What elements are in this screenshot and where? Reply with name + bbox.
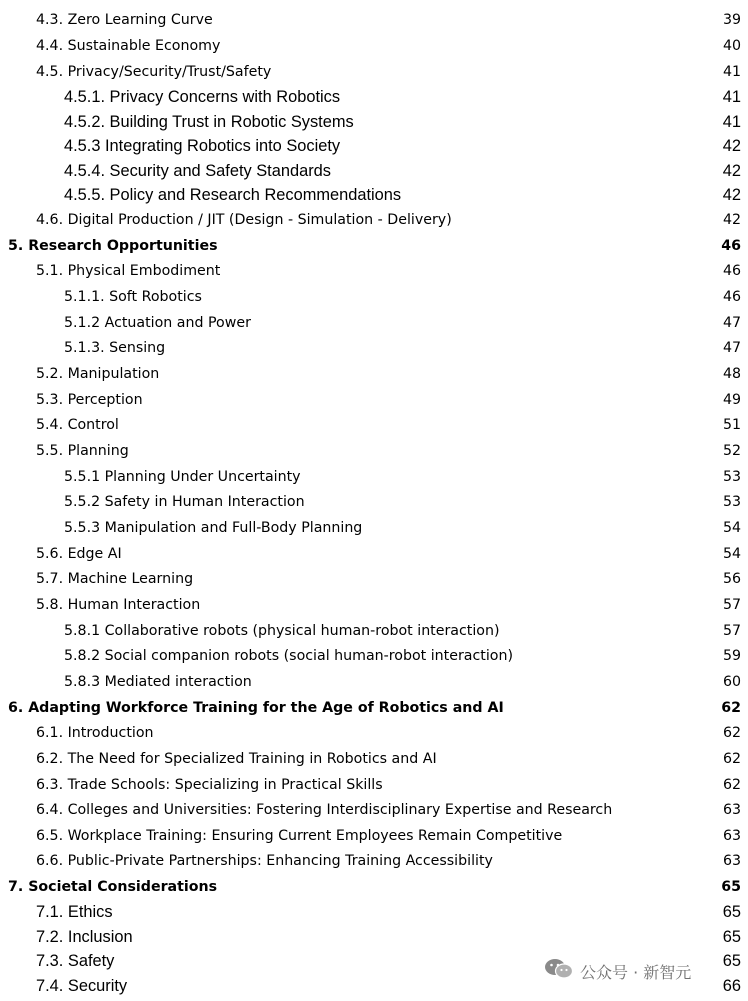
toc-page: 62: [722, 777, 741, 793]
toc-title: 5.1.2 Actuation and Power: [64, 315, 251, 331]
toc-page: 54: [722, 520, 741, 536]
toc-page: 53: [722, 469, 741, 485]
toc-title: 6.3. Trade Schools: Specializing in Practical Skills: [36, 777, 383, 793]
toc-page: 63: [722, 828, 741, 844]
toc-page: 41: [722, 64, 741, 80]
toc-page: 47: [722, 315, 741, 331]
toc-page: 41: [722, 88, 741, 106]
toc-page: 59: [722, 648, 741, 664]
toc-title: 6.6. Public-Private Partnerships: Enhancing Training Accessibility: [36, 853, 493, 869]
toc-page: 66: [722, 977, 741, 995]
toc-page: 60: [722, 674, 741, 690]
toc-title: 7.3. Safety: [36, 952, 115, 970]
toc-title: 6.4. Colleges and Universities: Fostering Interdisciplinary Expertise and Research: [36, 802, 613, 818]
toc-title: 4.5.4. Security and Safety Standards: [64, 162, 331, 180]
toc-page: 54: [722, 546, 741, 562]
toc-page: 41: [722, 113, 741, 131]
toc-page: 46: [722, 289, 741, 305]
toc-page: 42: [722, 186, 741, 204]
toc-title: 6.2. The Need for Specialized Training in Robotics and AI: [36, 751, 437, 767]
toc-page: 46: [722, 263, 741, 279]
toc-title: 5.8.1 Collaborative robots (physical human-robot interaction): [64, 623, 500, 639]
toc-title: 4.5.5. Policy and Research Recommendations: [64, 186, 402, 204]
watermark-text: 公众号 · 新智元: [580, 962, 692, 982]
toc-page: 39: [722, 12, 741, 28]
toc-title: 7.4. Security: [36, 977, 128, 995]
toc-page: 47: [722, 340, 741, 356]
toc-title: 7. Societal Considerations: [8, 879, 218, 895]
toc-title: 5.8.3 Mediated interaction: [64, 674, 252, 690]
toc-title: 5.2. Manipulation: [36, 366, 160, 382]
toc-page: 57: [722, 597, 741, 613]
toc-title: 7.2. Inclusion: [36, 928, 133, 946]
toc-title: 7.1. Ethics: [36, 903, 113, 921]
toc-title: 6.5. Workplace Training: Ensuring Current Employees Remain Competitive: [36, 828, 563, 844]
toc-page: 65: [722, 952, 741, 970]
toc-title: 5.5.1 Planning Under Uncertainty: [64, 469, 301, 485]
toc-title: 5.5.2 Safety in Human Interaction: [64, 494, 305, 510]
toc-page: 51: [722, 417, 741, 433]
toc-page: 49: [722, 392, 741, 408]
wechat-icon: [544, 957, 574, 985]
toc-page: 62: [721, 700, 741, 716]
toc-title: 4.4. Sustainable Economy: [36, 38, 221, 54]
toc-title: 5.7. Machine Learning: [36, 571, 194, 587]
toc-title: 5.5. Planning: [36, 443, 129, 459]
toc-page: 53: [722, 494, 741, 510]
toc-page: 42: [722, 162, 741, 180]
watermark: [544, 957, 691, 985]
toc-title: 5.5.3 Manipulation and Full-Body Planning: [64, 520, 363, 536]
toc-page: 57: [722, 623, 741, 639]
toc-title: 5. Research Opportunities: [8, 238, 218, 254]
toc-page: 56: [722, 571, 741, 587]
toc-title: 5.8.2 Social companion robots (social human-robot interaction): [64, 648, 513, 664]
toc-title: 4.5.3 Integrating Robotics into Society: [64, 137, 341, 155]
toc-title: 5.1.1. Soft Robotics: [64, 289, 202, 305]
toc-title: 6.1. Introduction: [36, 725, 154, 741]
toc-page: 52: [722, 443, 741, 459]
toc-title: 5.4. Control: [36, 417, 119, 433]
toc-title: 4.5.2. Building Trust in Robotic Systems: [64, 113, 354, 131]
toc-title: 5.3. Perception: [36, 392, 143, 408]
toc-page: 65: [722, 928, 741, 946]
toc-title: 4.5.1. Privacy Concerns with Robotics: [64, 88, 341, 106]
toc-page: 63: [722, 802, 741, 818]
toc-page: 46: [721, 238, 741, 254]
toc-title: 4.5. Privacy/Security/Trust/Safety: [36, 64, 272, 80]
toc-page: 42: [722, 212, 741, 228]
toc-page: 65: [721, 879, 741, 895]
toc-page: 63: [722, 853, 741, 869]
toc-page: 42: [722, 137, 741, 155]
toc-page: 62: [722, 725, 741, 741]
toc-page: 48: [722, 366, 741, 382]
toc-title: 5.6. Edge AI: [36, 546, 122, 562]
toc-page: 62: [722, 751, 741, 767]
toc-title: 5.1. Physical Embodiment: [36, 263, 221, 279]
toc-title: 6. Adapting Workforce Training for the Age of Robotics and AI: [8, 700, 504, 716]
toc-title: 5.1.3. Sensing: [64, 340, 166, 356]
toc-title: 4.3. Zero Learning Curve: [36, 12, 213, 28]
toc-title: 4.6. Digital Production / JIT (Design - Simulation - Delivery): [36, 212, 452, 228]
toc-page: 65: [722, 903, 741, 921]
toc-page: 40: [722, 38, 741, 54]
toc-title: 5.8. Human Interaction: [36, 597, 201, 613]
